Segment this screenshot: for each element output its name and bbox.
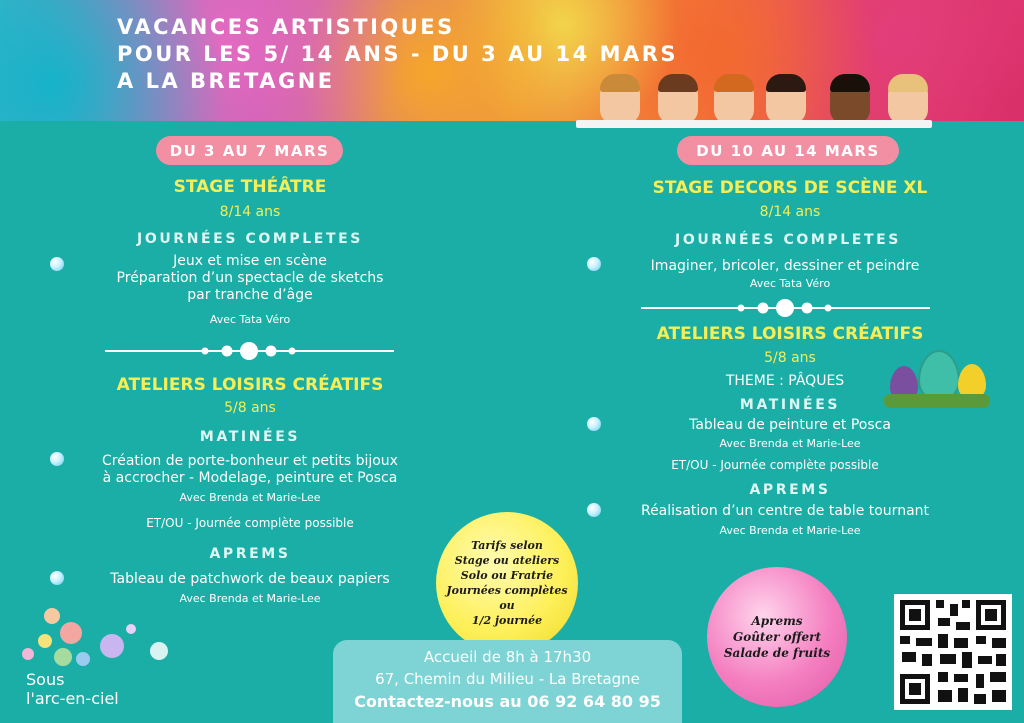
full-days-line: Préparation d’un spectacle de sketchs xyxy=(116,270,384,286)
afternoons-heading: APREMS xyxy=(209,546,291,562)
afternoons-heading: APREMS xyxy=(749,482,831,498)
phone: Contactez-nous au 06 92 64 80 95 xyxy=(354,692,661,711)
full-days-line: Jeux et mise en scène xyxy=(173,253,327,269)
address: 67, Chemin du Milieu - La Bretagne xyxy=(375,670,640,688)
prices-line: Stage ou ateliers xyxy=(454,554,560,567)
snack-line: Aprems xyxy=(751,614,803,628)
bullet-bubble-icon xyxy=(50,257,64,271)
bubbles-logo-icon xyxy=(14,604,174,668)
kid-face xyxy=(600,74,640,124)
full-days-with: Avec Tata Véro xyxy=(749,277,831,290)
kid-face xyxy=(888,74,928,124)
kid-face xyxy=(658,74,698,124)
workshops-title: ATELIERS LOISIRS CRÉATIFS xyxy=(656,324,924,344)
prices-line: Solo ou Fratrie xyxy=(460,569,554,582)
logo-text xyxy=(26,670,119,708)
prices-line: Journées complètes xyxy=(446,584,568,597)
mornings-heading: MATINÉES xyxy=(739,397,841,413)
divider-dots-icon xyxy=(105,341,394,361)
stage-title: STAGE THÉÂTRE xyxy=(173,177,327,197)
full-days-text: Imaginer, bricoler, dessiner et peindre xyxy=(650,258,920,274)
mornings-text: Tableau de peinture et Posca xyxy=(689,417,891,433)
theme: THEME : PÂQUES xyxy=(725,373,845,389)
afternoons-with: Avec Brenda et Marie-Lee xyxy=(179,592,321,605)
workshops-title: ATELIERS LOISIRS CRÉATIFS xyxy=(116,375,384,395)
mornings-line: Création de porte-bonheur et petits bijoux xyxy=(102,453,398,469)
full-days-line: par tranche d’âge xyxy=(187,287,313,303)
afternoons-text: Tableau de patchwork de beaux papiers xyxy=(110,571,390,587)
mornings-heading: MATINÉES xyxy=(199,429,301,445)
prices-line: ou xyxy=(499,599,515,612)
kids-board xyxy=(576,120,932,128)
stage-age: 8/14 ans xyxy=(759,204,821,220)
qr-code-icon xyxy=(894,594,1012,710)
easter-eggs-icon xyxy=(884,348,990,412)
workshops-age: 5/8 ans xyxy=(764,350,816,366)
afternoons-text: Réalisation d’un centre de table tournant xyxy=(640,503,930,519)
kid-face xyxy=(830,74,870,124)
kid-face xyxy=(766,74,806,124)
mornings-with: Avec Brenda et Marie-Lee xyxy=(179,491,321,504)
kid-face xyxy=(714,74,754,124)
mornings-line: à accrocher - Modelage, peinture et Posca xyxy=(102,470,398,486)
stage-age: 8/14 ans xyxy=(219,204,281,220)
logo-line: l'arc-en-ciel xyxy=(26,689,119,708)
full-days-text xyxy=(80,253,420,304)
mornings-text xyxy=(80,453,420,487)
mornings-with: Avec Brenda et Marie-Lee xyxy=(719,437,861,450)
full-days-heading: JOURNÉES COMPLETES xyxy=(137,231,363,247)
snack-bubble xyxy=(707,567,847,707)
snack-line: Salade de fruits xyxy=(723,646,831,660)
title-line-3: A LA BRETAGNE xyxy=(117,69,335,93)
bullet-bubble-icon xyxy=(587,503,601,517)
prices-bubble xyxy=(436,512,578,654)
full-days-with: Avec Tata Véro xyxy=(209,313,291,326)
bullet-bubble-icon xyxy=(50,452,64,466)
full-days-heading: JOURNÉES COMPLETES xyxy=(675,232,901,248)
bullet-bubble-icon xyxy=(587,417,601,431)
bullet-bubble-icon xyxy=(587,257,601,271)
mornings-or: ET/OU - Journée complète possible xyxy=(671,458,879,472)
date-pill-right: DU 10 AU 14 MARS xyxy=(677,136,899,165)
contact-box xyxy=(333,640,682,723)
workshops-age: 5/8 ans xyxy=(224,400,276,416)
bullet-bubble-icon xyxy=(50,571,64,585)
prices-line: 1/2 journée xyxy=(471,614,543,627)
logo-line: Sous xyxy=(26,670,65,689)
date-pill-left: DU 3 AU 7 MARS xyxy=(156,136,343,165)
opening-hours: Accueil de 8h à 17h30 xyxy=(423,648,592,666)
afternoons-with: Avec Brenda et Marie-Lee xyxy=(719,524,861,537)
title-line-1: VACANCES ARTISTIQUES xyxy=(117,15,455,39)
title-line-2: POUR LES 5/ 14 ANS - DU 3 AU 14 MARS xyxy=(117,42,679,66)
header-banner xyxy=(0,0,1024,121)
snack-line: Goûter offert xyxy=(732,630,822,644)
mornings-or: ET/OU - Journée complète possible xyxy=(146,516,354,530)
stage-title: STAGE DECORS DE SCÈNE XL xyxy=(652,178,928,198)
divider-dots-icon xyxy=(641,298,930,318)
prices-line: Tarifs selon xyxy=(471,539,543,552)
kids-photo xyxy=(576,74,932,126)
left-column xyxy=(100,177,400,197)
